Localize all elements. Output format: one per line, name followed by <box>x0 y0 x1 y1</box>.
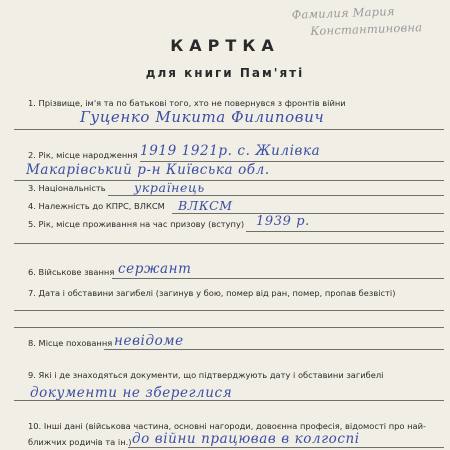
field-3-label: 3. Національність <box>28 183 106 193</box>
field-4-label: 4. Належність до КПРС, ВЛКСМ <box>28 201 165 211</box>
field-5-rule-a <box>246 231 444 232</box>
field-7-rule-a <box>14 310 444 311</box>
field-10-label-line2: ближчих родичів та ін.) <box>28 437 132 447</box>
field-10-label-line1: 10. Інші дані (військова частина, основні нагороди, довоєнна професія, відомості про най- <box>28 421 427 431</box>
field-2-label: 2. Рік, місце народження <box>28 150 138 160</box>
field-5-rule-b <box>14 243 444 244</box>
field-4-value: ВЛКСМ <box>178 198 233 213</box>
card-title: КАРТКА <box>170 36 280 55</box>
field-9-value: документи не збереглися <box>30 385 233 401</box>
field-9-rule <box>14 400 444 401</box>
field-10-rule <box>128 447 444 448</box>
field-5-label: 5. Рік, місце проживання на час призову (вступу) <box>28 219 245 229</box>
field-7-rule-b <box>14 327 444 328</box>
field-8-label: 8. Місце поховання <box>28 338 113 348</box>
field-6-rule <box>112 278 444 279</box>
field-1-label: 1. Прізвище, ім'я та по батькові того, хто не повернувся з фронтів війни <box>28 98 346 108</box>
field-6-label: 6. Військове звання <box>28 267 115 277</box>
corner-note-line2: Константиновна <box>310 20 423 39</box>
field-2-rule-b <box>14 180 444 181</box>
field-3-value: українець <box>134 180 205 195</box>
field-6-value: сержант <box>118 261 192 277</box>
field-8-value: невідоме <box>114 333 184 349</box>
corner-note-line1: Фамилия Мария <box>291 4 395 22</box>
field-7-label: 7. Дата і обставини загибелі (загинув у бою, помер від ран, помер, пропав безвісті) <box>28 288 396 298</box>
field-1-value: Гуценко Микита Филипович <box>80 108 325 126</box>
field-3-rule <box>108 195 444 196</box>
field-9-label: 9. Які і де знаходяться документи, що підтверджують дату і обставини загибелі <box>28 370 384 380</box>
field-2-value-line1: 1919 1921р. с. Жилівка <box>140 143 321 159</box>
field-10-value: до війни працював в колгоспі <box>132 431 360 447</box>
field-1-rule <box>14 129 444 130</box>
corner-handwritten-note <box>291 1 446 40</box>
field-2-value-line2: Макарівський р-н Київська обл. <box>26 162 270 178</box>
card-subtitle: для книги Пам'яті <box>145 66 305 80</box>
field-8-rule <box>104 349 444 350</box>
field-5-value: 1939 р. <box>256 214 310 229</box>
